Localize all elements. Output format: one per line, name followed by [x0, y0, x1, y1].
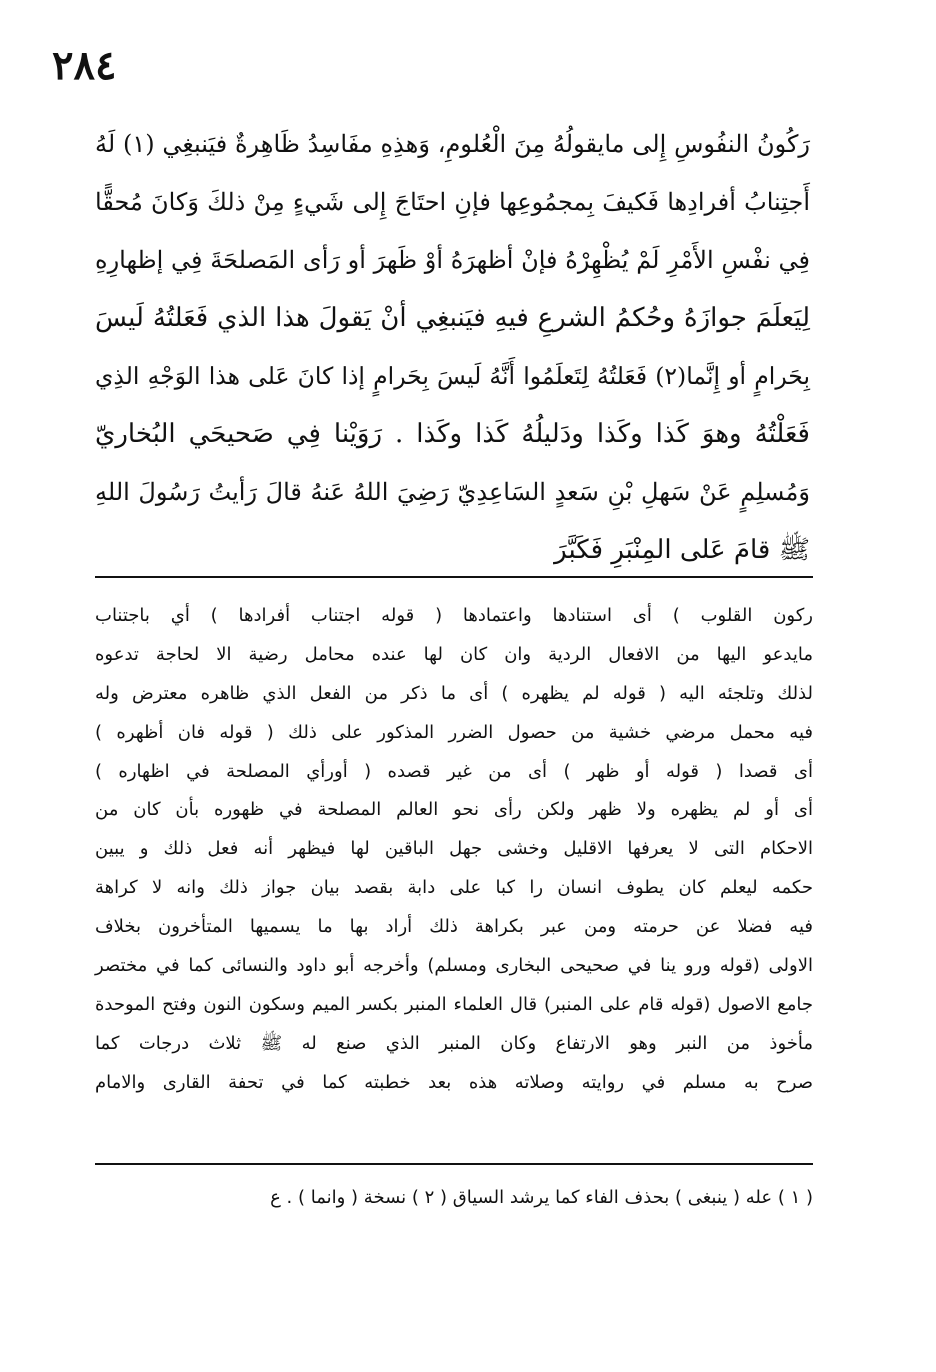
- main-text-line: فَعَلْتُهُ وهوَ كَذا وكَذا ودَليلُهُ كَذا وكَذا . رَوَيْنا فِي صَحيحَي البُخاريّ: [95, 419, 810, 449]
- commentary-line: مايدعو اليها من الافعال الردية وان كان لها عنده محامل رضية الا لحاجة تدعوه: [95, 643, 813, 665]
- commentary-line: صرح به مسلم في روايته وصلاته هذه بعد خطبته كما في تحفة القارى والامام: [95, 1071, 813, 1093]
- footnote-separator-rule: [95, 1163, 813, 1165]
- main-text-line: بِحَرامٍ أو إِنَّما(٢) فَعَلتُهُ لِتَعلَمُوا أَنَّهُ لَيسَ بِحَرامٍ إذا كانَ عَلى هذا الوَجْهِ الذِي: [95, 362, 810, 390]
- commentary-line: الاولى (قوله ورو ينا في صحيحى البخارى ومسلم) وأخرجه أبو داود والنسائى كما في مختصر: [95, 955, 813, 977]
- commentary-line: ركون القلوب ) أى استنادها واعتمادها ( قوله اجتناب أفرادها ) أي باجتناب: [95, 605, 813, 626]
- main-text-line: رَكُونُ النفُوسِ إِلى مايقولُهُ مِنَ الْعُلومِ، وَهذِهِ مفَاسِدُ ظَاهِرةٌ فيَنبغِي (١) لَهُ: [95, 130, 810, 158]
- commentary-line: مأخوذ من النبر وهو الارتفاع وكان المنبر الذي صنع له ﷺ ثلاث درجات كما: [95, 1032, 813, 1054]
- main-text-line: فِي نفْسِ الأَمْرِ لَمْ يُظْهِرْهُ فإنْ أظهرَهُ أوْ ظَهرَ أو رَأى المَصلحَةَ فِي إظهارِهِ: [95, 246, 810, 274]
- commentary-line: فيه محمل مرضي خشية من حصول الضرر المذكور على ذلك ( قوله فان أظهره ): [95, 721, 813, 743]
- commentary-line: جامع الاصول (قوله قام على المنبر) قال العلماء المنبر بكسر الميم وسكون النون وفتح الموحدة: [95, 993, 813, 1015]
- separator-rule: [95, 576, 813, 578]
- page-number: ٢٨٤: [52, 42, 117, 89]
- commentary-line: حكمه ليعلم كان يطوف انسان را كبا على دابة بقصد بيان جواز ذلك وانه لا كراهة: [95, 877, 813, 899]
- commentary-line: أى أو لم يظهره ولا ظهر ولكن رأى نحو العالم المصلحة في ظهوره بأن كان من: [95, 799, 813, 821]
- main-text-line: أَجتِنابُ أفرادِها فَكيفَ بِمجمُوعِها فإنِ احتَاجَ إِلى شَيءٍ مِنْ ذلكَ وَكانَ مُحقًّا: [95, 188, 810, 216]
- main-text-block: [95, 115, 810, 579]
- main-text-line: لِيَعلَمَ جوازَهُ وحُكمُ الشرعِ فيهِ فيَنبغِي أنْ يَقولَ هذا الذي فَعَلتُهُ لَيسَ: [95, 303, 810, 333]
- commentary-block: [95, 597, 813, 1103]
- commentary-line: فيه فضلا عن حرمته ومن عبر بكراهة ذلك أراد بها ما يسميها المتأخرون بخلاف: [95, 916, 813, 938]
- footnote: ( ١ ) عله ( ينبغى ) بحذف الفاء كما يرشد السياق ( ٢ ) نسخة ( وانما ) . ع: [270, 1187, 813, 1208]
- main-text-line: ﷺ قامَ عَلى المِنْبَرِ فَكَبَّرَ: [554, 535, 810, 565]
- commentary-line: لذلك وتلجئه اليه ( قوله لم يظهره ) أى ما ذكر من الفعل الذي ظاهره معترض وله: [95, 682, 813, 704]
- commentary-line: الاحكام التى لا يعرفها الاقليل وخشى جهل الباقين لها فيظهر أنه فعل ذلك و يبين: [95, 838, 813, 860]
- main-text-line: وَمُسلِمٍ عَنْ سَهلِ بْنِ سَعدٍ السَاعِدِيّ رَضِيَ اللهُ عَنهُ قالَ رَأيتُ رَسُولَ اللهِ: [95, 478, 810, 506]
- commentary-line: أى قصدا ( قوله أو ظهر ) أى من غير قصده ( أورأي المصلحة في اظهاره ): [95, 760, 813, 782]
